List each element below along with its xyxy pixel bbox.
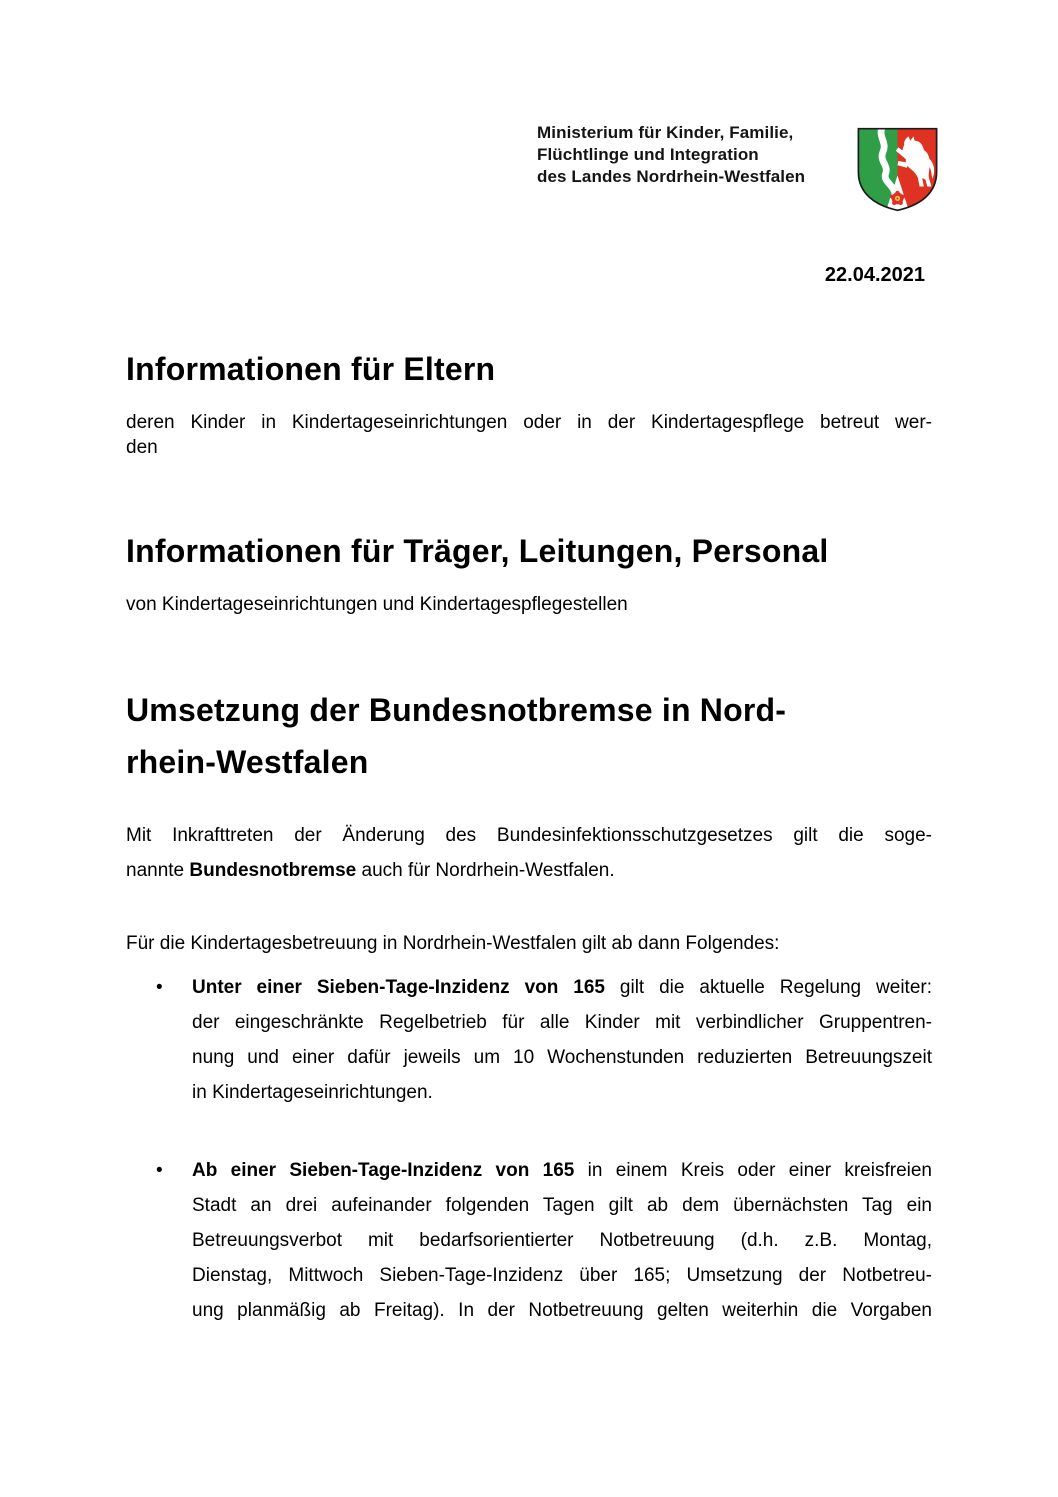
heading-umsetzung-bundesnotbremse [126, 684, 786, 788]
text-line: deren Kinder in Kindertageseinrichtungen oder in der Kindertagespflege betreut wer- [126, 412, 932, 433]
text-line: Unter einer Sieben-Tage-Inzidenz von 165 gilt die aktuelle Regelung weiter: [192, 977, 932, 998]
bullet-marker: • [156, 977, 163, 998]
text-line: ung planmäßig ab Freitag). In der Notbetreuung gelten weiterhin die Vorgaben [192, 1300, 932, 1321]
text-line: nannte Bundesnotbremse auch für Nordrhein-Westfalen. [126, 860, 615, 881]
bullet-text [192, 970, 932, 1110]
text-line: rhein-Westfalen [126, 744, 369, 780]
text-line: Betreuungsverbot mit bedarfsorientierter Notbetreuung (d.h. z.B. Montag, [192, 1230, 932, 1251]
ministry-name [537, 122, 805, 188]
ministry-name-line: Flüchtlinge und Integration [537, 145, 759, 164]
text-line: Ab einer Sieben-Tage-Inzidenz von 165 in einem Kreis oder einer kreisfreien [192, 1160, 932, 1181]
heading-informationen-traeger: Informationen für Träger, Leitungen, Personal [126, 533, 829, 569]
paragraph-inkrafttreten [126, 818, 932, 888]
paragraph-folgendes: Für die Kindertagesbetreuung in Nordrhein-Westfalen gilt ab dann Folgendes: [126, 933, 780, 954]
bullet-item-inzidenz-ab-165 [126, 1153, 932, 1328]
text-line: Dienstag, Mittwoch Sieben-Tage-Inzidenz über 165; Umsetzung der Notbetreu- [192, 1265, 932, 1286]
bullet-marker: • [156, 1160, 163, 1181]
subtitle-eltern [126, 410, 932, 460]
text-line: Stadt an drei aufeinander folgenden Tagen gilt ab dem übernächsten Tag ein [192, 1195, 932, 1216]
subtitle-traeger: von Kindertageseinrichtungen und Kindertagespflegestellen [126, 594, 628, 615]
text-line: nung und einer dafür jeweils um 10 Wochenstunden reduzierten Betreuungszeit [192, 1047, 932, 1068]
nrw-coat-of-arms-icon [855, 126, 940, 213]
ministry-name-line: Ministerium für Kinder, Familie, [537, 123, 794, 142]
text-line: der eingeschränkte Regelbetrieb für alle Kinder mit verbindlicher Gruppentren- [192, 1012, 932, 1033]
bullet-item-inzidenz-unter-165 [126, 970, 932, 1110]
text-line: in Kindertageseinrichtungen. [192, 1082, 433, 1103]
bullet-text [192, 1153, 932, 1328]
heading-informationen-eltern: Informationen für Eltern [126, 351, 496, 387]
text-line: den [126, 437, 158, 458]
text-line: Mit Inkrafttreten der Änderung des Bundesinfektionsschutzgesetzes gilt die soge- [126, 825, 932, 846]
ministry-name-line: des Landes Nordrhein-Westfalen [537, 167, 806, 186]
text-line: Umsetzung der Bundesnotbremse in Nord- [126, 692, 787, 728]
document-date: 22.04.2021 [824, 264, 925, 286]
